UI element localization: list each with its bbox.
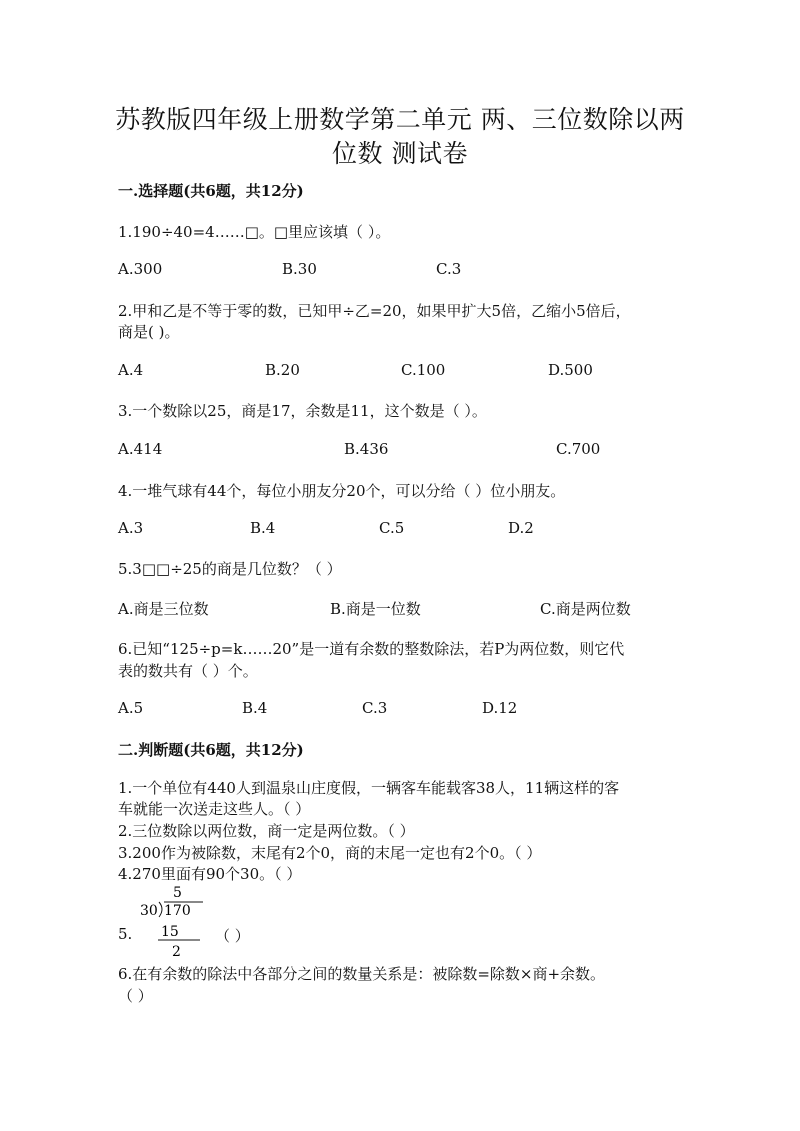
question-6-line2: 表的数共有（ ）个。 [118, 662, 258, 680]
q1-option-b: B.30 [282, 260, 317, 278]
division-product: 15 [161, 924, 179, 940]
q5-option-b: B.商是一位数 [330, 600, 421, 618]
question-6-line1: 6.已知“125÷p=k……20”是一道有余数的整数除法，若P为两位数，则它代 [118, 640, 625, 658]
division-remainder: 2 [172, 944, 181, 960]
judge-5-bracket: （ ） [215, 927, 250, 945]
section-heading-choice: 一.选择题(共6题，共12分) [118, 182, 304, 200]
judge-4: 4.270里面有90个30。（ ） [118, 865, 302, 883]
judge-6-line2: （ ） [118, 987, 153, 1005]
q1-option-c: C.3 [436, 260, 462, 278]
question-1: 1.190÷40=4……□。□里应该填（ ）。 [118, 223, 391, 241]
q6-option-c: C.3 [362, 699, 388, 717]
division-divisor: 30 [140, 903, 158, 919]
question-2-line2: 商是( )。 [118, 323, 180, 341]
page-title-line1: 苏教版四年级上册数学第二单元 两、三位数除以两 [115, 105, 685, 134]
section-heading-judgement: 二.判断题(共6题，共12分) [118, 741, 304, 759]
q4-option-d: D.2 [508, 519, 534, 537]
division-dividend: 170 [164, 903, 191, 919]
question-2-line1: 2.甲和乙是不等于零的数，已知甲÷乙=20，如果甲扩大5倍，乙缩小5倍后， [118, 302, 631, 320]
division-bracket [159, 902, 162, 917]
judge-2: 2.三位数除以两位数，商一定是两位数。（ ） [118, 822, 415, 840]
q2-option-d: D.500 [548, 361, 593, 379]
q2-option-c: C.100 [401, 361, 446, 379]
q4-option-c: C.5 [379, 519, 405, 537]
page-title-line2: 位数 测试卷 [332, 139, 468, 168]
judge-5-number: 5. [118, 925, 133, 943]
q3-option-b: B.436 [344, 440, 389, 458]
q2-option-b: B.20 [265, 361, 300, 379]
judge-1-line2: 车就能一次送走这些人。（ ） [118, 800, 311, 818]
judge-1-line1: 1.一个单位有440人到温泉山庄度假，一辆客车能载客38人，11辆这样的客 [118, 779, 620, 797]
q2-option-a: A.4 [118, 361, 144, 379]
q5-option-a: A.商是三位数 [118, 600, 209, 618]
q5-option-c: C.商是两位数 [540, 600, 631, 618]
q4-option-b: B.4 [250, 519, 276, 537]
q6-option-a: A.5 [118, 699, 144, 717]
q4-option-a: A.3 [118, 519, 144, 537]
q1-option-a: A.300 [118, 260, 163, 278]
division-quotient: 5 [173, 885, 182, 901]
judge-3: 3.200作为被除数，末尾有2个0，商的末尾一定也有2个0。（ ） [118, 844, 542, 862]
judge-6-line1: 6.在有余数的除法中各部分之间的数量关系是：被除数=除数×商+余数。 [118, 965, 606, 983]
long-division-diagram [118, 882, 318, 960]
q3-option-a: A.414 [118, 440, 163, 458]
question-3: 3.一个数除以25，商是17，余数是11，这个数是（ ）。 [118, 402, 487, 420]
question-5: 5.3□□÷25的商是几位数？（ ） [118, 560, 342, 578]
q6-option-d: D.12 [482, 699, 518, 717]
question-4: 4.一堆气球有44个，每位小朋友分20个，可以分给（ ）位小朋友。 [118, 482, 566, 500]
q3-option-c: C.700 [556, 440, 601, 458]
q6-option-b: B.4 [242, 699, 268, 717]
